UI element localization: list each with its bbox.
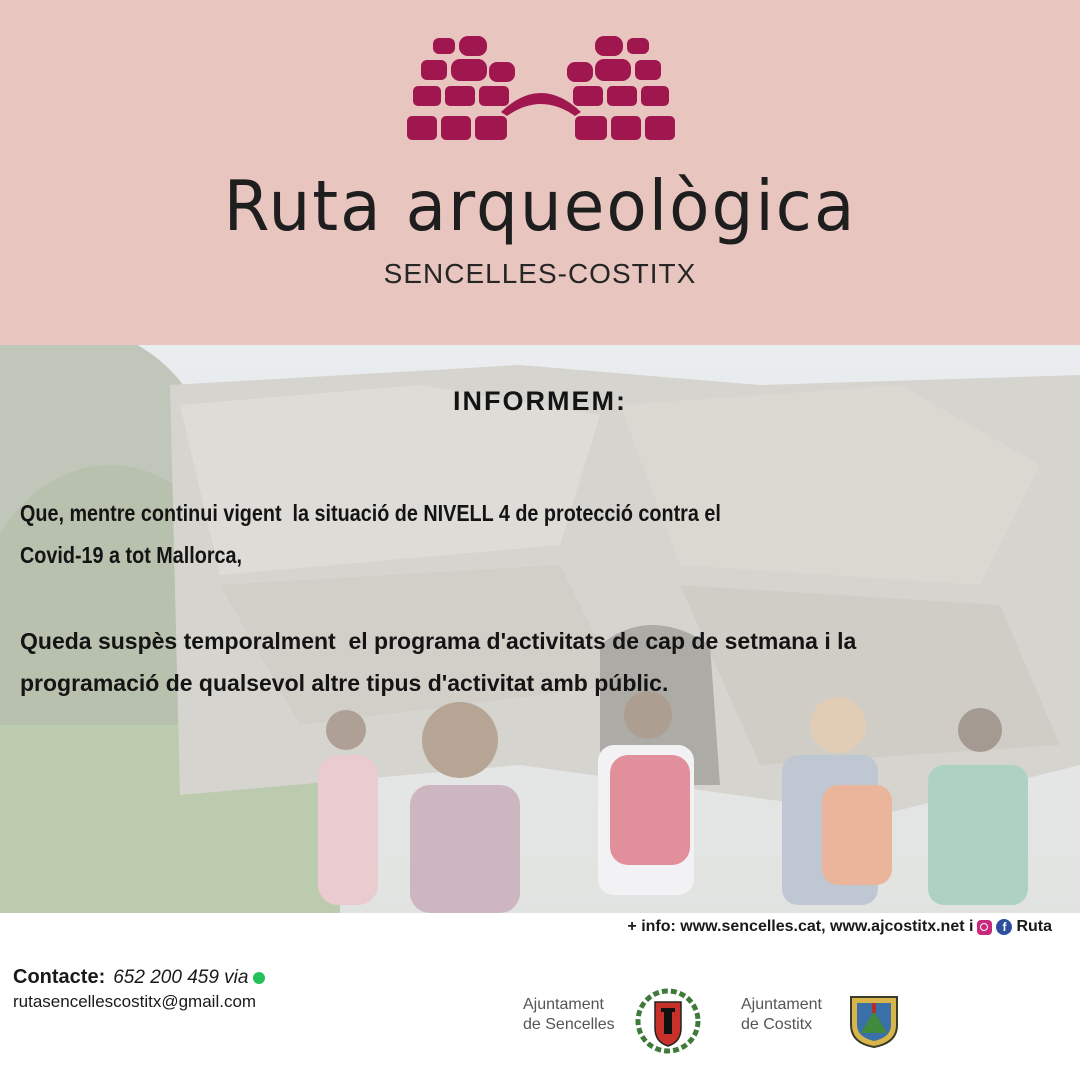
notice-paragraph-1 <box>20 492 914 576</box>
costitx-crest-icon <box>843 989 905 1051</box>
contact-line <box>13 966 265 989</box>
page-subtitle: SENCELLES-COSTITX <box>383 258 697 289</box>
page-title: Ruta arqueològica <box>223 166 857 247</box>
municipality-costitx-line-1: Ajuntament <box>741 996 822 1013</box>
notice-paragraph-2 <box>20 620 1070 704</box>
municipality-costitx-line-2: de Costitx <box>741 1016 813 1033</box>
notice-heading: INFORMEM: <box>453 386 627 416</box>
municipality-sencelles <box>523 995 615 1035</box>
info-links <box>627 918 1052 936</box>
notice-paragraph-1-line-2: Covid-19 a tot Mallorca, <box>20 542 243 568</box>
contact-label: Contacte: <box>13 966 106 988</box>
whatsapp-icon[interactable] <box>253 972 265 984</box>
instagram-icon[interactable] <box>977 920 992 935</box>
info-links-suffix[interactable]: Ruta <box>1016 918 1052 935</box>
notice-paragraph-1-line-1: Que, mentre continui vigent la situació de NIVELL 4 de protecció contra el <box>20 500 721 526</box>
info-links-text[interactable]: + info: www.sencelles.cat, www.ajcostitx.net i <box>627 918 974 935</box>
municipality-costitx <box>741 995 822 1035</box>
notice-paragraph-2-line-2: programació de qualsevol altre tipus d'activitat amb públic. <box>20 670 669 696</box>
municipality-sencelles-line-1: Ajuntament <box>523 996 604 1013</box>
notice-paragraph-2-line-1: Queda suspès temporalment el programa d'activitats de cap de setmana i la <box>20 628 857 654</box>
talaiot-logo-icon <box>405 32 677 146</box>
municipality-sencelles-line-2: de Sencelles <box>523 1016 615 1033</box>
contact-phone[interactable]: 652 200 459 via <box>113 966 249 988</box>
sencelles-crest-icon <box>635 988 701 1054</box>
header-banner <box>0 0 1080 345</box>
contact-email[interactable]: rutasencellescostitx@gmail.com <box>13 992 257 1011</box>
facebook-icon[interactable]: f <box>996 919 1012 935</box>
